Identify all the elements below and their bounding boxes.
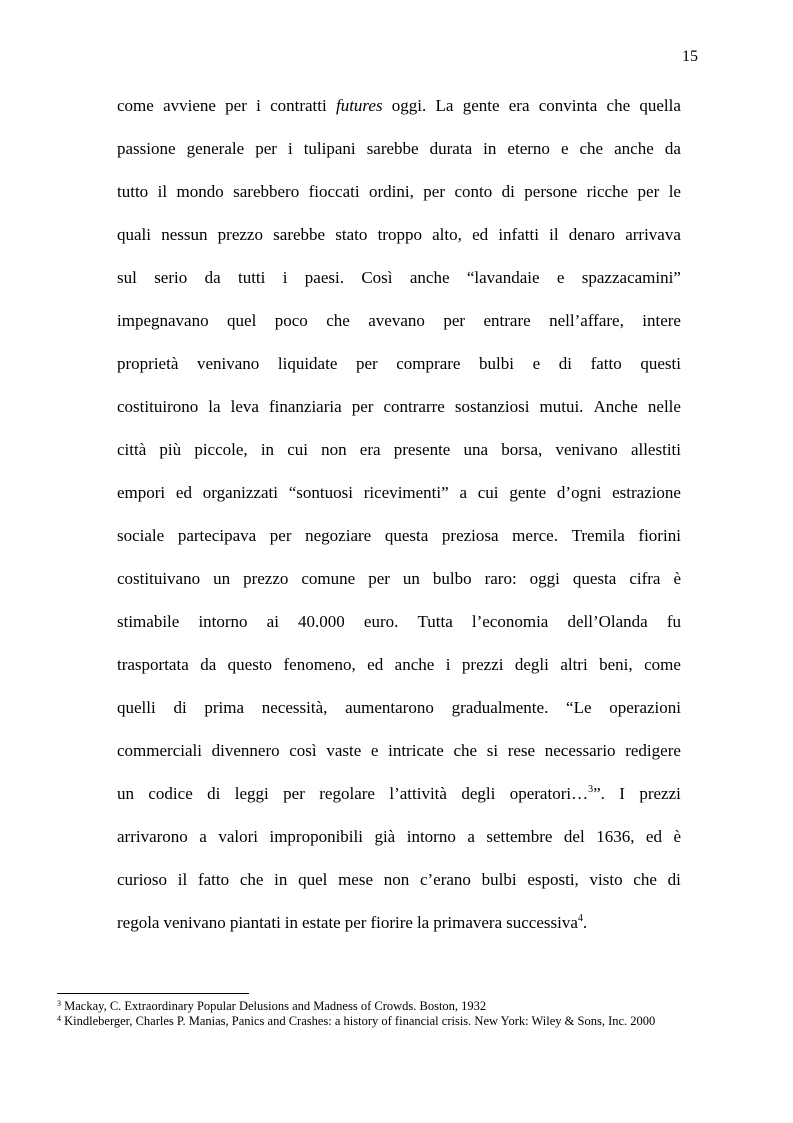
- word: gente: [462, 96, 500, 115]
- word: i: [445, 655, 451, 674]
- word: questo: [227, 655, 273, 674]
- word: a: [467, 827, 475, 846]
- word: intorno: [406, 827, 456, 846]
- word: del: [563, 827, 585, 846]
- word: prima: [204, 698, 245, 717]
- text-line: [117, 342, 681, 385]
- word: più: [159, 440, 182, 459]
- word: le: [668, 182, 681, 201]
- word: negoziare: [305, 526, 372, 545]
- word: contratti: [270, 96, 327, 115]
- word: paesi.: [304, 268, 344, 287]
- word: ed: [645, 827, 662, 846]
- word: proprietà: [117, 354, 179, 373]
- word: prezzi: [461, 655, 504, 674]
- word: sarebbero: [233, 182, 300, 201]
- word: quel: [227, 311, 257, 330]
- text-line: [117, 772, 681, 815]
- word: euro.: [363, 612, 399, 631]
- word: per: [269, 526, 292, 545]
- word: un: [213, 569, 231, 588]
- word: leva: [230, 397, 259, 416]
- word: da: [204, 268, 221, 287]
- word: c’erano: [419, 870, 471, 889]
- word: liquidate: [277, 354, 338, 373]
- word: Tutta: [417, 612, 453, 631]
- word: Tremila: [571, 526, 625, 545]
- word: I: [619, 784, 625, 803]
- word: da: [200, 655, 217, 674]
- word: 1636,: [596, 827, 635, 846]
- word: leggi: [234, 784, 269, 803]
- word: prezzi: [639, 784, 681, 803]
- word: regolare: [319, 784, 375, 803]
- word: per: [344, 913, 367, 932]
- word: di: [667, 870, 681, 889]
- text-line: [117, 170, 681, 213]
- word: che: [239, 870, 264, 889]
- word: persone: [524, 182, 578, 201]
- word: costituivano: [117, 569, 201, 588]
- word: improponibili: [269, 827, 363, 846]
- word: mese: [338, 870, 374, 889]
- text-line: [117, 643, 681, 686]
- text-line: [117, 471, 681, 514]
- word: una: [463, 440, 489, 459]
- word: che: [606, 96, 631, 115]
- word: necessario: [544, 741, 616, 760]
- word: Anche: [593, 397, 638, 416]
- word: aumentarono: [345, 698, 434, 717]
- word: è: [673, 569, 681, 588]
- footnote-number: 4: [57, 1014, 61, 1023]
- word: ed: [472, 225, 489, 244]
- word: serio: [154, 268, 188, 287]
- word: divennero: [211, 741, 280, 760]
- word: oggi: [529, 569, 560, 588]
- word: fatto: [197, 870, 230, 889]
- word: un: [402, 569, 420, 588]
- word: mondo: [176, 182, 224, 201]
- word-text: successiva: [506, 913, 578, 932]
- word: come: [644, 655, 681, 674]
- word: redigere: [625, 741, 681, 760]
- word: mutui.: [539, 397, 584, 416]
- word: settembre: [486, 827, 553, 846]
- word: per: [443, 311, 466, 330]
- word: “sontuosi: [288, 483, 353, 502]
- word: era: [508, 96, 530, 115]
- word: cui: [477, 483, 499, 502]
- footnotes: [57, 999, 682, 1029]
- italic-word: futures: [335, 96, 383, 115]
- text-line: [117, 729, 681, 772]
- word: un: [117, 784, 134, 803]
- word: denaro: [568, 225, 616, 244]
- word: passione: [117, 139, 176, 158]
- word: conto: [454, 182, 493, 201]
- word: fu: [666, 612, 681, 631]
- text-line: [117, 858, 681, 901]
- word: ai: [266, 612, 279, 631]
- word: da: [664, 139, 681, 158]
- word: presente: [393, 440, 451, 459]
- word: questa: [384, 526, 429, 545]
- word: piantati: [229, 913, 281, 932]
- word: per: [423, 182, 446, 201]
- punctuation: .: [582, 913, 588, 932]
- word: di: [207, 784, 221, 803]
- word: anche: [614, 139, 654, 158]
- word: nell’affare,: [549, 311, 624, 330]
- word: e: [370, 741, 379, 760]
- word: finanziaria: [268, 397, 342, 416]
- text-line: [117, 600, 681, 643]
- punctuation: ”.: [593, 784, 605, 803]
- word: spazzacamini”: [581, 268, 681, 287]
- word: altri: [560, 655, 588, 674]
- word: questi: [640, 354, 681, 373]
- word: per: [255, 139, 277, 158]
- word: allestiti: [630, 440, 681, 459]
- footnote-text: Mackay, C. Extraordinary Popular Delusions and Madness of Crowds. Boston, 1932: [64, 999, 487, 1013]
- word: impegnavano: [117, 311, 209, 330]
- word: in: [284, 913, 299, 932]
- text-line: [117, 428, 681, 471]
- word: intere: [642, 311, 681, 330]
- word: entrare: [483, 311, 531, 330]
- word: nelle: [647, 397, 681, 416]
- word: costituirono: [117, 397, 199, 416]
- word: Così: [361, 268, 393, 287]
- word: di: [173, 698, 187, 717]
- word: bulbi: [481, 870, 517, 889]
- text-line: [117, 901, 681, 944]
- word: quel: [298, 870, 328, 889]
- word: a: [459, 483, 467, 502]
- word: fioccati: [308, 182, 360, 201]
- word: venivano: [555, 440, 618, 459]
- word: bulbi: [479, 354, 514, 373]
- word: non: [383, 870, 410, 889]
- word: gradualmente.: [451, 698, 549, 717]
- footnote-3: [57, 999, 682, 1014]
- word: tutti: [237, 268, 266, 287]
- text-line: [117, 256, 681, 299]
- text-line: [117, 299, 681, 342]
- word: per: [283, 784, 305, 803]
- word: raro:: [484, 569, 517, 588]
- word: il: [177, 870, 188, 889]
- word: che: [633, 870, 657, 889]
- word: operazioni: [609, 698, 681, 717]
- word: prezzo: [243, 569, 289, 588]
- word: rese: [507, 741, 536, 760]
- word: venivano: [163, 913, 226, 932]
- word: borsa,: [501, 440, 543, 459]
- word: quali: [117, 225, 151, 244]
- word: che: [453, 741, 478, 760]
- word: cifra: [629, 569, 661, 588]
- word: sul: [117, 268, 137, 287]
- footnote-text: Kindleberger, Charles P. Manias, Panics and Crashes: a history of financial crisis. New York: Wiley & Sons, Inc. 2000: [64, 1014, 656, 1028]
- word: intricate: [388, 741, 444, 760]
- word: e: [532, 354, 541, 373]
- word: l’attività: [389, 784, 447, 803]
- word: e: [556, 268, 565, 287]
- text-line: [117, 815, 681, 858]
- word: i: [282, 268, 288, 287]
- word: primavera: [433, 913, 503, 932]
- word: degli: [514, 655, 549, 674]
- word: estate: [302, 913, 341, 932]
- word: piccole,: [194, 440, 248, 459]
- word: in: [260, 440, 275, 459]
- word: e: [560, 139, 569, 158]
- word: degli: [461, 784, 496, 803]
- word: necessità,: [261, 698, 328, 717]
- word: prezzo: [217, 225, 263, 244]
- word: [506, 901, 587, 944]
- word: che: [579, 139, 604, 158]
- word: avevano: [368, 311, 425, 330]
- word: i: [287, 139, 293, 158]
- word: dell’Olanda: [567, 612, 648, 631]
- word: trasportata: [117, 655, 189, 674]
- word: oggi.: [391, 96, 427, 115]
- text-line: [117, 385, 681, 428]
- word: sarebbe: [273, 225, 326, 244]
- word: anche: [409, 268, 450, 287]
- word: avviene: [163, 96, 216, 115]
- word: si: [486, 741, 499, 760]
- word: in: [274, 870, 288, 889]
- word: contrarre: [383, 397, 445, 416]
- word: durata: [429, 139, 473, 158]
- word: il: [157, 182, 168, 201]
- word-text: operatori…: [509, 784, 589, 803]
- word: i: [256, 96, 261, 115]
- word: così: [289, 741, 317, 760]
- word: valori: [218, 827, 258, 846]
- word: alto,: [432, 225, 462, 244]
- word: troppo: [377, 225, 422, 244]
- word: partecipava: [177, 526, 257, 545]
- word: generale: [186, 139, 245, 158]
- word: esposti,: [527, 870, 579, 889]
- word: la: [416, 913, 430, 932]
- word: ricevimenti”: [363, 483, 449, 502]
- word: tulipani: [303, 139, 356, 158]
- word: organizzati: [202, 483, 278, 502]
- footnote-reference: 4: [577, 913, 583, 924]
- word: cui: [287, 440, 308, 459]
- word: ed: [367, 655, 384, 674]
- word: convinta: [538, 96, 598, 115]
- word: fenomeno,: [283, 655, 356, 674]
- word: stimabile: [117, 612, 180, 631]
- text-line: [117, 514, 681, 557]
- word: era: [359, 440, 381, 459]
- word: nessun: [161, 225, 208, 244]
- word: comprare: [396, 354, 461, 373]
- word: estrazione: [612, 483, 681, 502]
- footnote-separator: [57, 993, 249, 994]
- word: comune: [301, 569, 356, 588]
- word: arrivarono: [117, 827, 188, 846]
- word: venivano: [196, 354, 260, 373]
- word: per: [355, 354, 378, 373]
- word: intorno: [198, 612, 248, 631]
- word: l’economia: [471, 612, 549, 631]
- word: la: [208, 397, 221, 416]
- word: [336, 84, 383, 127]
- page-number: 15: [682, 48, 698, 65]
- word: regola: [117, 913, 160, 932]
- word: infatti: [498, 225, 539, 244]
- word: quelli: [117, 698, 156, 717]
- word: fiorire: [370, 913, 413, 932]
- word: curioso: [117, 870, 168, 889]
- word: questa: [572, 569, 617, 588]
- word: beni,: [599, 655, 633, 674]
- word: vaste: [326, 741, 362, 760]
- text-line: [117, 84, 681, 127]
- word: eterno: [507, 139, 550, 158]
- word: preziosa: [441, 526, 499, 545]
- word: fiorini: [638, 526, 681, 545]
- word: che: [326, 311, 350, 330]
- word: per: [368, 569, 390, 588]
- word: è: [673, 827, 681, 846]
- word: sostanziosi: [454, 397, 530, 416]
- word: “Le: [566, 698, 592, 717]
- word: La: [435, 96, 454, 115]
- text-line: [117, 127, 681, 170]
- word: empori: [117, 483, 166, 502]
- word: per: [351, 397, 374, 416]
- word: a: [199, 827, 207, 846]
- word: come: [117, 96, 154, 115]
- word: ricche: [586, 182, 629, 201]
- word: per: [225, 96, 247, 115]
- word: “lavandaie: [466, 268, 540, 287]
- word: arrivava: [625, 225, 681, 244]
- word: tutto: [117, 182, 149, 201]
- word: poco: [274, 311, 308, 330]
- word: 40.000: [298, 612, 345, 631]
- word: stato: [335, 225, 368, 244]
- word: anche: [394, 655, 435, 674]
- word: d’ogni: [556, 483, 602, 502]
- footnote-reference: 3: [588, 784, 594, 795]
- word: non: [321, 440, 347, 459]
- text-line: [117, 557, 681, 600]
- word: di: [501, 182, 515, 201]
- word: sociale: [117, 526, 165, 545]
- word: città: [117, 440, 147, 459]
- word: già: [374, 827, 396, 846]
- word: fatto: [590, 354, 622, 373]
- word: gente: [509, 483, 547, 502]
- word: sarebbe: [366, 139, 419, 158]
- word: merce.: [512, 526, 558, 545]
- word: per: [637, 182, 660, 201]
- footnote-4: [57, 1014, 682, 1029]
- word: visto: [589, 870, 623, 889]
- word: bulbo: [432, 569, 472, 588]
- word: in: [483, 139, 497, 158]
- word: [510, 772, 605, 815]
- text-line: [117, 686, 681, 729]
- word: quella: [639, 96, 681, 115]
- footnote-number: 3: [57, 999, 61, 1008]
- word: di: [558, 354, 572, 373]
- word: commerciali: [117, 741, 202, 760]
- text-line: [117, 213, 681, 256]
- word: codice: [148, 784, 193, 803]
- body-text: [117, 84, 681, 944]
- word: il: [549, 225, 559, 244]
- word: ordini,: [369, 182, 414, 201]
- word: ed: [175, 483, 192, 502]
